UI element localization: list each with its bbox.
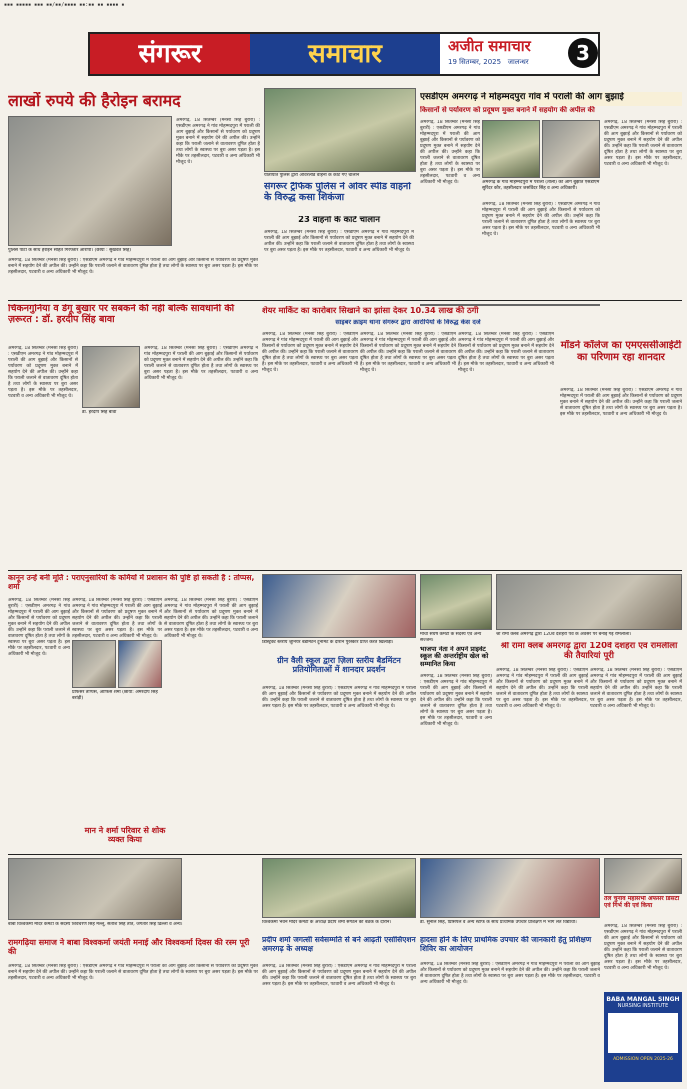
dengue-headline: चिकनगुनिया व डेंगू बुखार पर सबकने की नहीं बल्कि सावधानी की ज़रूरत : डॉ. हरदीप सिंह बावा [8, 304, 235, 325]
ramlila-body: अमरगढ़, 18 सितम्बर (मनसा सिंह बुरारी) : एसडीएम अमरगढ़ ने गांव मोहम्मदपुरा में पराली की आग बुझाई और किसानों से पर्यावरण को प्रदूषण मुक्त बनाने में सहयोग देने की अपील की। उन्होंने कहा कि पराली जलाने से वातावरण दूषित होता है तथा लोगों के स्वास्थ्य पर बुरा असर पड़ता है। इस मौके पर तहसीलदार, पटवारी व अन्य अधिकारी भी मौजूद थे। [496, 668, 588, 709]
law-photo-1 [72, 640, 116, 688]
quote-body: अमरगढ़, 18 सितम्बर (मनसा सिंह बुरारी) : एसडीएम अमरगढ़ ने गांव मोहम्मदपुरा में पराली की आग बुझाई और किसानों से पर्यावरण को प्रदूषण मुक्त बनाने में सहयोग देने की अपील की। उन्होंने कहा कि पराली जलाने से वातावरण दूषित होता है तथा लोगों के स्वास्थ्य पर बुरा असर पड़ता है। इस मौके पर तहसीलदार, पटवारी व अन्य अधिकारी भी मौजूद थे। [604, 924, 682, 971]
doctor-caption: डा. हरदीप सिंह बावा [82, 410, 117, 415]
share-body-3: अमरगढ़, 18 सितम्बर (मनसा सिंह बुरारी) : एसडीएम अमरगढ़ ने गांव मोहम्मदपुरा में पराली की आग बुझाई और किसानों से पर्यावरण को प्रदूषण मुक्त बनाने में सहयोग देने की अपील की। उन्होंने कहा कि पराली जलाने से वातावरण दूषित होता है तथा लोगों के स्वास्थ्य पर बुरा असर पड़ता है। इस मौके पर तहसीलदार, पटवारी व अन्य अधिकारी भी मौजूद थे। [458, 332, 554, 373]
heroin-photo [8, 116, 172, 246]
sdm-caption: अमरगढ़ के गांव मोहम्मदपुरा में पराली (तीली) की आग बुझाते एसडीएम सुरिंदर कौर, तहसीलदार जसविंदर सिंह व अन्य अधिकारी। [482, 180, 600, 191]
quote-headline: तेल चुनाव महासभी अफसर डिसटी एवं गिर्भ की एवं किया [604, 896, 680, 909]
masthead-brand-box [442, 34, 600, 74]
share-body: अमरगढ़, 18 सितम्बर (मनसा सिंह बुरारी) : एसडीएम अमरगढ़ ने गांव मोहम्मदपुरा में पराली की आग बुझाई और किसानों से पर्यावरण को प्रदूषण मुक्त बनाने में सहयोग देने की अपील की। उन्होंने कहा कि पराली जलाने से वातावरण दूषित होता है तथा लोगों के स्वास्थ्य पर बुरा असर पड़ता है। इस मौके पर तहसीलदार, पटवारी व अन्य अधिकारी भी मौजूद थे। [262, 332, 358, 373]
print-slug: ▪▪▪ ▪▪▪▪▪ ▪▪▪ ▪▪/▪▪/▪▪▪▪ ▪▪:▪▪ ▪▪ ▪▪▪▪ ▪ [4, 2, 125, 8]
page-number: 3 [568, 38, 598, 68]
badminton-photo [262, 574, 416, 638]
association-photo [262, 858, 416, 918]
share-body-2: अमरगढ़, 18 सितम्बर (मनसा सिंह बुरारी) : एसडीएम अमरगढ़ ने गांव मोहम्मदपुरा में पराली की आग बुझाई और किसानों से पर्यावरण को प्रदूषण मुक्त बनाने में सहयोग देने की अपील की। उन्होंने कहा कि पराली जलाने से वातावरण दूषित होता है तथा लोगों के स्वास्थ्य पर बुरा असर पड़ता है। इस मौके पर तहसीलदार, पटवारी व अन्य अधिकारी भी मौजूद थे। [360, 332, 456, 373]
newspaper-brand: अजीत समाचार [448, 37, 531, 55]
masthead [88, 32, 600, 76]
sdm-subhead: किसानों से पर्यावरण को प्रदूषण मुक्त बनाने में सहयोग की अपील की [420, 106, 595, 114]
traffic-caption: यातायात पुलिस द्वारा ओवरलोड वाहनों के काटे गए चालान [264, 173, 360, 178]
vishwakarma-caption: बाबा विश्वकर्मा मंदिर कमेटी के सदस्य शिवचरण सिंह मल्लू, सतीश सिंह तोते, जगतार सिंह ढिल्लो व अन्य। [8, 922, 183, 927]
badminton-caption: डिस्ट्रिक्ट स्तरीय जूनियर बैडमिंटन टूर्नामेंट के दौरान पुरस्कार प्राप्त करते खिलाड़ी। [262, 640, 394, 645]
ad-title: BABA MANGAL SINGH [606, 996, 680, 1003]
traffic-body: अमरगढ़, 18 सितम्बर (मनसा सिंह बुरारी) : एसडीएम अमरगढ़ ने गांव मोहम्मदपुरा में पराली की आग बुझाई और किसानों से पर्यावरण को प्रदूषण मुक्त बनाने में सहयोग देने की अपील की। उन्होंने कहा कि पराली जलाने से वातावरण दूषित होता है तथा लोगों के स्वास्थ्य पर बुरा असर पड़ता है। इस मौके पर तहसीलदार, पटवारी व अन्य अधिकारी भी मौजूद थे। [264, 230, 414, 253]
traffic-photo [264, 88, 416, 172]
association-caption: विश्वकर्मा भवन मंदिर कमेटी के अध्यक्ष प्रदीप शर्मा संगठन की बैठक के दौरान। [262, 920, 392, 925]
dengue-body-2: अमरगढ़, 18 सितम्बर (मनसा सिंह बुरारी) : एसडीएम अमरगढ़ ने गांव मोहम्मदपुरा में पराली की आग बुझाई और किसानों से पर्यावरण को प्रदूषण मुक्त बनाने में सहयोग देने की अपील की। उन्होंने कहा कि पराली जलाने से वातावरण दूषित होता है तथा लोगों के स्वास्थ्य पर बुरा असर पड़ता है। इस मौके पर तहसीलदार, पटवारी व अन्य अधिकारी भी मौजूद थे। [144, 346, 258, 381]
edition-date: 19 सितम्बर, 2025 जालन्धर [448, 58, 529, 66]
law-headline: कानून उन्हें बनी मूर्ति : पराएनुसारियों के कर्मियों में प्रशासन की पुष्टि हो सकती है : तोप्पस, शर्मा [8, 574, 255, 591]
masthead-samachar: समाचार [250, 34, 440, 74]
traffic-subhead: 23 वाहनों के काटे चालान [298, 216, 380, 225]
law-body-3: अमरगढ़, 18 सितम्बर (मनसा सिंह बुरारी) : एसडीएम अमरगढ़ ने गांव मोहम्मदपुरा में पराली की आग बुझाई और किसानों से पर्यावरण को प्रदूषण मुक्त बनाने में सहयोग देने की अपील की। उन्होंने कहा कि पराली जलाने से वातावरण दूषित होता है तथा लोगों के स्वास्थ्य पर बुरा असर पड़ता है। इस मौके पर तहसीलदार, पटवारी व अन्य अधिकारी भी मौजूद थे। [164, 598, 258, 639]
vishwakarma-photo [8, 858, 182, 920]
heroin-headline: लाखों रुपये की हैरोइन बरामद [8, 92, 181, 110]
moto-headline: भाजपा नेता ने अपने प्राइवेट स्कूल की अन्तर्राष्ट्रीय खेल को सम्मानित किया [420, 646, 489, 668]
association-body: अमरगढ़, 18 सितम्बर (मनसा सिंह बुरारी) : एसडीएम अमरगढ़ ने गांव मोहम्मदपुरा में पराली की आग बुझाई और किसानों से पर्यावरण को प्रदूषण मुक्त बनाने में सहयोग देने की अपील की। उन्होंने कहा कि पराली जलाने से वातावरण दूषित होता है तथा लोगों के स्वास्थ्य पर बुरा असर पड़ता है। इस मौके पर तहसीलदार, पटवारी व अन्य अधिकारी भी मौजूद थे। [262, 964, 416, 987]
law-photo-2 [118, 640, 162, 688]
law-body-2: अमरगढ़, 18 सितम्बर (मनसा सिंह बुरारी) : एसडीएम अमरगढ़ ने गांव मोहम्मदपुरा में पराली की आग बुझाई और किसानों से पर्यावरण को प्रदूषण मुक्त बनाने में सहयोग देने की अपील की। उन्होंने कहा कि पराली जलाने से वातावरण दूषित होता है तथा लोगों के स्वास्थ्य पर बुरा असर पड़ता है। इस मौके पर तहसीलदार, पटवारी व अन्य अधिकारी भी मौजूद थे। [72, 598, 162, 638]
ramlila-headline: श्री रामा क्लब अमरगढ़ द्वारा 120वें दशहरा एवं रामलीला की तैयारियां पूरी [500, 642, 678, 661]
ad-graphic [608, 1013, 678, 1053]
vishwakarma-headline: रामगढ़िया समाज ने बाबा विश्वकर्मा जयंती मनाई और विश्वकर्मा दिवस की रस्म पूरी की [8, 938, 250, 957]
sdm-body: अमरगढ़, 18 सितम्बर (मनसा सिंह बुरारी) : एसडीएम अमरगढ़ ने गांव मोहम्मदपुरा में पराली की आग बुझाई और किसानों से पर्यावरण को प्रदूषण मुक्त बनाने में सहयोग देने की अपील की। उन्होंने कहा कि पराली जलाने से वातावरण दूषित होता है तथा लोगों के स्वास्थ्य पर बुरा असर पड़ता है। इस मौके पर तहसीलदार, पटवारी व अन्य अधिकारी भी मौजूद थे। [420, 120, 480, 185]
obit-headline: मान ने शर्मा परिवार से शोक व्यक्त किया [84, 826, 166, 845]
moto-body: अमरगढ़, 18 सितम्बर (मनसा सिंह बुरारी) : एसडीएम अमरगढ़ ने गांव मोहम्मदपुरा में पराली की आग बुझाई और किसानों से पर्यावरण को प्रदूषण मुक्त बनाने में सहयोग देने की अपील की। उन्होंने कहा कि पराली जलाने से वातावरण दूषित होता है तथा लोगों के स्वास्थ्य पर बुरा असर पड़ता है। इस मौके पर तहसीलदार, पटवारी व अन्य अधिकारी भी मौजूद थे। [420, 674, 492, 727]
relief-photo [420, 304, 600, 306]
firstaid-caption: डॉ. सुनील सिंह, प्रिंसिपल व अन्य स्टाफ के साथ प्राथमिक उपचार प्रशिक्षण में भाग लेते विद्यार्थी। [420, 920, 577, 925]
firstaid-photo [420, 858, 600, 918]
divider-2 [8, 570, 682, 571]
sdm-headline: एसडीएम अमरगढ़ ने मोहम्मदपुरा गांव में पराली की आग बुझाई [420, 92, 682, 106]
sdm-body-2: अमरगढ़, 18 सितम्बर (मनसा सिंह बुरारी) : एसडीएम अमरगढ़ ने गांव मोहम्मदपुरा में पराली की आग बुझाई और किसानों से पर्यावरण को प्रदूषण मुक्त बनाने में सहयोग देने की अपील की। उन्होंने कहा कि पराली जलाने से वातावरण दूषित होता है तथा लोगों के स्वास्थ्य पर बुरा असर पड़ता है। इस मौके पर तहसीलदार, पटवारी व अन्य अधिकारी भी मौजूद थे। [482, 202, 600, 237]
dengue-body: अमरगढ़, 18 सितम्बर (मनसा सिंह बुरारी) : एसडीएम अमरगढ़ ने गांव मोहम्मदपुरा में पराली की आग बुझाई और किसानों से पर्यावरण को प्रदूषण मुक्त बनाने में सहयोग देने की अपील की। उन्होंने कहा कि पराली जलाने से वातावरण दूषित होता है तथा लोगों के स्वास्थ्य पर बुरा असर पड़ता है। इस मौके पर तहसीलदार, पटवारी व अन्य अधिकारी भी मौजूद थे। [8, 346, 78, 399]
quote-photo [604, 858, 682, 894]
heroin-caption: पुलिस पार्टी के साथ हेरोइन सहित गिरफ्तार आरोपी। (छाया : सुखवंत सिंह) [8, 248, 132, 253]
vishwakarma-body: अमरगढ़, 18 सितम्बर (मनसा सिंह बुरारी) : एसडीएम अमरगढ़ ने गांव मोहम्मदपुरा में पराली की आग बुझाई और किसानों से पर्यावरण को प्रदूषण मुक्त बनाने में सहयोग देने की अपील की। उन्होंने कहा कि पराली जलाने से वातावरण दूषित होता है तथा लोगों के स्वास्थ्य पर बुरा असर पड़ता है। इस मौके पर तहसीलदार, पटवारी व अन्य अधिकारी भी मौजूद थे। [8, 964, 258, 981]
firstaid-headline: हादसा होने के लिए प्राथमिक उपचार की जानकारी हेतु प्रशिक्षण शिविर का आयोजन [420, 936, 592, 953]
badminton-body: अमरगढ़, 18 सितम्बर (मनसा सिंह बुरारी) : एसडीएम अमरगढ़ ने गांव मोहम्मदपुरा में पराली की आग बुझाई और किसानों से पर्यावरण को प्रदूषण मुक्त बनाने में सहयोग देने की अपील की। उन्होंने कहा कि पराली जलाने से वातावरण दूषित होता है तथा लोगों के स्वास्थ्य पर बुरा असर पड़ता है। इस मौके पर तहसीलदार, पटवारी व अन्य अधिकारी भी मौजूद थे। [262, 686, 416, 709]
doctor-photo [82, 346, 140, 408]
sdm-photo-field [482, 120, 540, 178]
moto-caption: मोर्चा संघर्ष कमेटी के सदस्य एवं अन्य सज्जन। [420, 632, 482, 643]
ad-subtitle: NURSING INSTITUTE [617, 1003, 669, 1009]
sdm-photo-officer [542, 120, 600, 178]
masthead-sangrur: संगरूर [90, 34, 250, 74]
traffic-headline: संगरूर ट्रैफिक पुलिस ने ओवर स्पीड वाहनों के विरुद्ध कसा शिकंजा [264, 182, 411, 203]
share-subhead: साइबर क्राइम थाना संगरूर द्वारा आरोपियों के विरुद्ध केस दर्ज [335, 319, 481, 326]
ramlila-caption: श्री रामा क्लब अमरगढ़ द्वारा 120वें दशहरा पर्व के अवसर पर बनाई गई रामलीला। [496, 632, 632, 637]
heroin-body-2: अमरगढ़, 18 सितम्बर (मनसा सिंह बुरारी) : एसडीएम अमरगढ़ ने गांव मोहम्मदपुरा में पराली की आग बुझाई और किसानों से पर्यावरण को प्रदूषण मुक्त बनाने में सहयोग देने की अपील की। उन्होंने कहा कि पराली जलाने से वातावरण दूषित होता है तथा लोगों के स्वास्थ्य पर बुरा असर पड़ता है। इस मौके पर तहसीलदार, पटवारी व अन्य अधिकारी भी मौजूद थे। [8, 258, 258, 275]
ramlila-photo [496, 574, 682, 630]
college-body: अमरगढ़, 18 सितम्बर (मनसा सिंह बुरारी) : एसडीएम अमरगढ़ ने गांव मोहम्मदपुरा में पराली की आग बुझाई और किसानों से पर्यावरण को प्रदूषण मुक्त बनाने में सहयोग देने की अपील की। उन्होंने कहा कि पराली जलाने से वातावरण दूषित होता है तथा लोगों के स्वास्थ्य पर बुरा असर पड़ता है। इस मौके पर तहसीलदार, पटवारी व अन्य अधिकारी भी मौजूद थे। [560, 388, 682, 417]
heroin-body: अमरगढ़, 18 सितम्बर (मनसा सिंह बुरारी) : एसडीएम अमरगढ़ ने गांव मोहम्मदपुरा में पराली की आग बुझाई और किसानों से पर्यावरण को प्रदूषण मुक्त बनाने में सहयोग देने की अपील की। उन्होंने कहा कि पराली जलाने से वातावरण दूषित होता है तथा लोगों के स्वास्थ्य पर बुरा असर पड़ता है। इस मौके पर तहसीलदार, पटवारी व अन्य अधिकारी भी मौजूद थे। [176, 118, 260, 165]
law-body: अमरगढ़, 18 सितम्बर (मनसा सिंह बुरारी) : एसडीएम अमरगढ़ ने गांव मोहम्मदपुरा में पराली की आग बुझाई और किसानों से पर्यावरण को प्रदूषण मुक्त बनाने में सहयोग देने की अपील की। उन्होंने कहा कि पराली जलाने से वातावरण दूषित होता है तथा लोगों के स्वास्थ्य पर बुरा असर पड़ता है। इस मौके पर तहसीलदार, पटवारी व अन्य अधिकारी भी मौजूद थे। [8, 598, 70, 657]
college-headline: मॉडर्न कॉलेज का एमएससीआईटी का परिणाम रहा शानदार [560, 340, 682, 363]
firstaid-body: अमरगढ़, 18 सितम्बर (मनसा सिंह बुरारी) : एसडीएम अमरगढ़ ने गांव मोहम्मदपुरा में पराली की आग बुझाई और किसानों से पर्यावरण को प्रदूषण मुक्त बनाने में सहयोग देने की अपील की। उन्होंने कहा कि पराली जलाने से वातावरण दूषित होता है तथा लोगों के स्वास्थ्य पर बुरा असर पड़ता है। इस मौके पर तहसीलदार, पटवारी व अन्य अधिकारी भी मौजूद थे। [420, 962, 600, 985]
badminton-headline: ग्रीन वैली स्कूल द्वारा ज़िला स्तरीय बैडमिंटन प्रतियोगिताओं में शानदार प्रदर्शन [277, 656, 401, 675]
ad-line: ADMISSION OPEN 2025-26 [613, 1057, 673, 1062]
law-caption: प्रोफेसर तोप्पस, ऑफिस शर्मा (छाया: अमरदीप सिंह बरांड़ी) [72, 690, 158, 701]
nursing-institute-ad [604, 992, 682, 1082]
share-headline: शेयर मार्किट का कारोबार सिखाने का झांसा देकर 10.34 लाख की ठगी [262, 306, 479, 315]
association-headline: प्रदीप शर्मा जगत्सी सर्वसम्मति से बने आढ़ती एसोसिएशन अमरगढ़ के अध्यक्ष [262, 936, 416, 953]
sdm-body-3: अमरगढ़, 18 सितम्बर (मनसा सिंह बुरारी) : एसडीएम अमरगढ़ ने गांव मोहम्मदपुरा में पराली की आग बुझाई और किसानों से पर्यावरण को प्रदूषण मुक्त बनाने में सहयोग देने की अपील की। उन्होंने कहा कि पराली जलाने से वातावरण दूषित होता है तथा लोगों के स्वास्थ्य पर बुरा असर पड़ता है। इस मौके पर तहसीलदार, पटवारी व अन्य अधिकारी भी मौजूद थे। [604, 120, 682, 167]
moto-photo [420, 574, 492, 630]
divider-3 [8, 854, 682, 855]
ramlila-body-2: अमरगढ़, 18 सितम्बर (मनसा सिंह बुरारी) : एसडीएम अमरगढ़ ने गांव मोहम्मदपुरा में पराली की आग बुझाई और किसानों से पर्यावरण को प्रदूषण मुक्त बनाने में सहयोग देने की अपील की। उन्होंने कहा कि पराली जलाने से वातावरण दूषित होता है तथा लोगों के स्वास्थ्य पर बुरा असर पड़ता है। इस मौके पर तहसीलदार, पटवारी व अन्य अधिकारी भी मौजूद थे। [590, 668, 682, 709]
divider [8, 300, 682, 301]
